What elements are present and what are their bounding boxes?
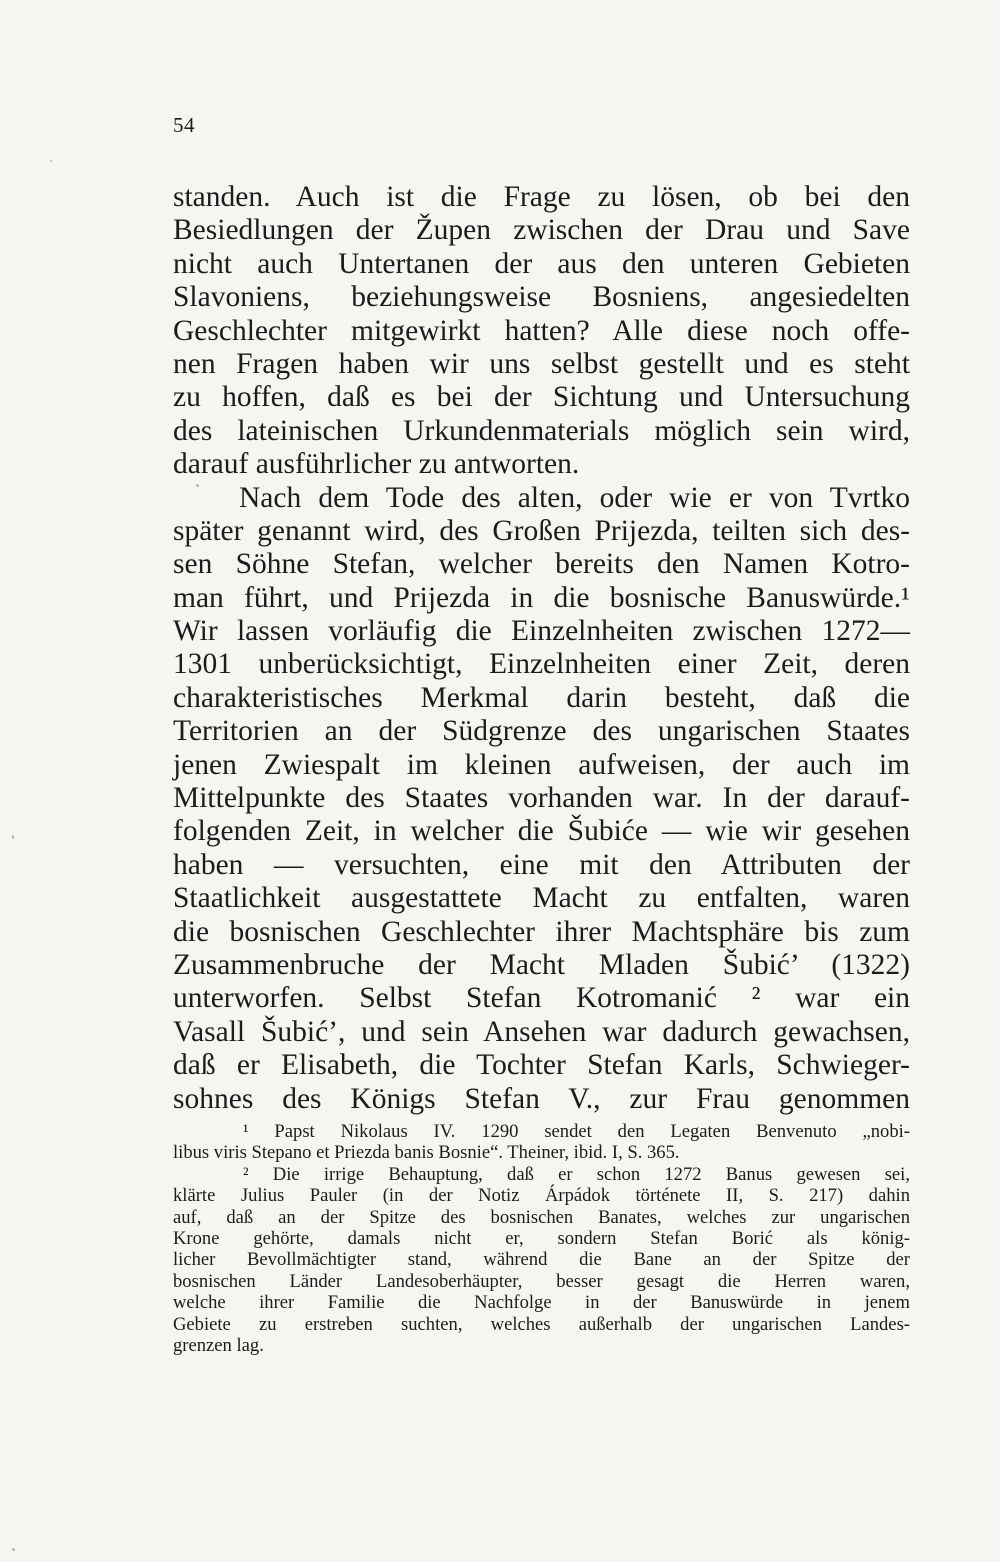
footnote-line: Gebiete zu erstreben suchten, welches außerhalb der ungarischen Landes- xyxy=(173,1313,910,1335)
text-line: Slavoniens, beziehungsweise Bosniens, angesiedelten xyxy=(173,281,910,314)
text-line: daß er Elisabeth, die Tochter Stefan Karls, Schwieger- xyxy=(173,1049,910,1082)
text-line: haben — versuchten, eine mit den Attributen der xyxy=(173,848,910,881)
page-number: 54 xyxy=(173,113,195,137)
text-line: die bosnischen Geschlechter ihrer Machtsphäre bis zum xyxy=(173,915,910,948)
text-line: sen Söhne Stefan, welcher bereits den Namen Kotro- xyxy=(173,548,910,581)
text-line: sohnes des Königs Stefan V., zur Frau genommen xyxy=(173,1082,910,1115)
text-line: nicht auch Untertanen der aus den unteren Gebieten xyxy=(173,247,910,280)
footnote-line: grenzen lag. xyxy=(173,1334,264,1356)
text-line: standen. Auch ist die Frage zu lösen, ob bei den xyxy=(173,181,910,213)
text-line: Mittelpunkte des Staates vorhanden war. In der darauf- xyxy=(173,782,910,815)
footnote-line: bosnischen Länder Landesoberhäupter, besser gesagt die Herren waren, xyxy=(173,1270,910,1292)
text-line: man führt, und Prijezda in die bosnische Banuswürde.¹ xyxy=(173,581,910,614)
footnote-line: welche ihrer Familie die Nachfolge in der Banuswürde in jenem xyxy=(173,1292,910,1314)
footnote-line: licher Bevollmächtigter stand, während die Bane an der Spitze der xyxy=(173,1249,910,1271)
text-line: zu hoffen, daß es bei der Sichtung und Untersuchung xyxy=(173,381,910,414)
footnote-line: ¹ Papst Nikolaus IV. 1290 sendet den Legaten Benvenuto „nobi- xyxy=(243,1121,910,1142)
text-line: darauf ausführlicher zu antworten. xyxy=(173,448,580,481)
text-line: des lateinischen Urkundenmaterials möglich sein wird, xyxy=(173,414,910,447)
footnote-line: libus viris Stepano et Priezda banis Bosnie“. Theiner, ibid. I, S. 365. xyxy=(173,1142,680,1164)
text-line: Besiedlungen der Župen zwischen der Drau und Save xyxy=(173,214,910,247)
scan-speck xyxy=(196,484,199,487)
scan-speck xyxy=(50,160,52,162)
footnote-line: Krone gehörte, damals nicht er, sondern Stefan Borić als könig- xyxy=(173,1227,910,1249)
text-line: jenen Zwiespalt im kleinen aufweisen, der auch im xyxy=(173,748,910,781)
scan-speck xyxy=(12,1548,15,1551)
text-line: Vasall Šubić’, und sein Ansehen war dadurch gewachsen, xyxy=(173,1015,910,1048)
text-line: unterworfen. Selbst Stefan Kotromanić ² war ein xyxy=(173,982,910,1015)
text-line: nen Fragen haben wir uns selbst gestellt und es steht xyxy=(173,347,910,380)
footnote-line: auf, daß an der Spitze des bosnischen Banates, welches zur ungarischen xyxy=(173,1206,910,1228)
footnotes xyxy=(173,1121,910,1356)
text-line: charakteristisches Merkmal darin besteht, daß die xyxy=(173,681,910,714)
text-line: Wir lassen vorläufig die Einzelnheiten zwischen 1272— xyxy=(173,615,910,648)
text-line: Territorien an der Südgrenze des ungarischen Staates xyxy=(173,715,910,748)
scan-speck xyxy=(12,835,14,839)
text-line: Zusammenbruche der Macht Mladen Šubić’ (1322) xyxy=(173,948,910,981)
text-line: 1301 unberücksichtigt, Einzelnheiten einer Zeit, deren xyxy=(173,648,910,681)
text-line: Staatlichkeit ausgestattete Macht zu entfalten, waren xyxy=(173,882,910,915)
text-line: Nach dem Tode des alten, oder wie er von Tvrtko xyxy=(239,481,910,514)
text-line: später genannt wird, des Großen Prijezda, teilten sich des- xyxy=(173,514,910,547)
text-line: folgenden Zeit, in welcher die Šubiće — wie wir gesehen xyxy=(173,815,910,848)
text-line: Geschlechter mitgewirkt hatten? Alle diese noch offe- xyxy=(173,314,910,347)
main-text xyxy=(173,181,910,1116)
footnote-line: klärte Julius Pauler (in der Notiz Árpádok története II, S. 217) dahin xyxy=(173,1185,910,1207)
footnote-line: ² Die irrige Behauptung, daß er schon 1272 Banus gewesen sei, xyxy=(243,1163,910,1185)
